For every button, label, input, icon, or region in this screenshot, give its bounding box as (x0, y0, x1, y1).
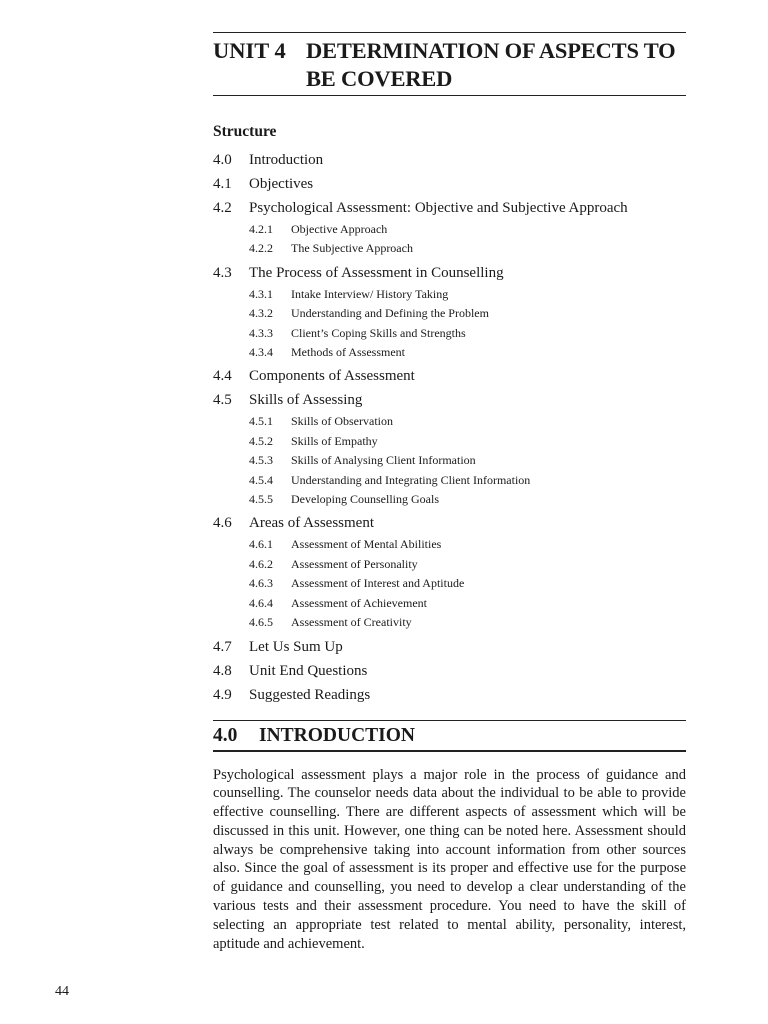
toc-sub-item-number: 4.3.2 (249, 306, 273, 321)
toc-sub-list (213, 535, 686, 632)
toc-sub-item (213, 574, 686, 593)
toc-sub-item-label: Methods of Assessment (291, 345, 405, 360)
toc-sub-item (213, 239, 686, 258)
toc-sub-item-label: Skills of Empathy (291, 433, 378, 448)
toc-sub-list (213, 285, 686, 363)
toc-sub-item-number: 4.3.4 (249, 345, 273, 360)
toc-sub-item-label: Assessment of Achievement (291, 595, 427, 610)
unit-header (213, 33, 686, 95)
toc-sub-item (213, 285, 686, 304)
toc-sub-item-number: 4.6.2 (249, 556, 273, 571)
toc-sub-item-label: Assessment of Interest and Aptitude (291, 576, 465, 591)
introduction-paragraph: Psychological assessment plays a major role in the process of guidance and counselling. The counselor needs data about the individual to be able to provide effective counselling. There are different aspects of assessment which will be discussed in this unit. However, one thing can be noted here. Assessment should always be comprehensive taking into account information from other sources also. Since the goal of assessment is its proper and effective use for the purpose of guidance and counselling, you need to develop a clear understanding of the various tests and their assessment procedure. You need to have the skill of selecting an appropriate test related to mental ability, personality, interest, aptitude and achievement. (213, 766, 686, 952)
toc-sub-item-number: 4.2.1 (249, 222, 273, 236)
structure-heading: Structure (213, 123, 277, 140)
toc-sub-item (213, 220, 686, 239)
toc-item-number: 4.6 (213, 515, 232, 532)
toc-item-number: 4.0 (213, 152, 232, 168)
toc-item-number: 4.5 (213, 392, 232, 409)
toc-item-label: Unit End Questions (249, 662, 368, 679)
toc-sub-item-number: 4.6.5 (249, 615, 273, 630)
toc-sub-item-number: 4.5.4 (249, 472, 273, 487)
introduction-section (213, 720, 686, 954)
toc-item (213, 683, 686, 707)
table-of-contents (213, 148, 686, 707)
toc-item-label: Skills of Assessing (249, 392, 363, 409)
toc-sub-item (213, 432, 686, 451)
toc-sub-item (213, 471, 686, 490)
unit-label: UNIT 4 (213, 38, 286, 63)
toc-sub-item (213, 613, 686, 632)
toc-sub-item-label: Developing Counselling Goals (291, 492, 439, 507)
toc-item-label: Components of Assessment (249, 368, 415, 385)
toc-sub-item-label: Assessment of Mental Abilities (291, 537, 442, 552)
toc-item-number: 4.3 (213, 264, 232, 281)
toc-item-number: 4.8 (213, 662, 232, 679)
toc-item (213, 635, 686, 659)
toc-sub-item-label: Skills of Analysing Client Information (291, 453, 476, 468)
toc-item-label: The Process of Assessment in Counselling (249, 264, 504, 281)
page-content (213, 32, 686, 953)
header-bottom-rule (213, 95, 686, 96)
toc-sub-item (213, 594, 686, 613)
toc-item (213, 511, 686, 535)
toc-item-label: Let Us Sum Up (249, 638, 343, 655)
toc-sub-item-label: Skills of Observation (291, 414, 393, 429)
page-number: 44 (55, 984, 69, 999)
toc-sub-list (213, 412, 686, 509)
toc-sub-item-label: Intake Interview/ History Taking (291, 286, 449, 301)
toc-sub-item-number: 4.3.1 (249, 286, 273, 301)
toc-sub-item-number: 4.6.1 (249, 537, 273, 552)
toc-sub-item-number: 4.2.2 (249, 241, 273, 256)
toc-item (213, 261, 686, 285)
toc-sub-item (213, 324, 686, 343)
toc-item-label: Psychological Assessment: Objective and Subjective Approach (249, 200, 628, 216)
toc-sub-item-number: 4.5.2 (249, 433, 273, 448)
toc-item (213, 196, 686, 220)
toc-sub-item-number: 4.6.3 (249, 576, 273, 591)
toc-item (213, 388, 686, 412)
toc-sub-item (213, 535, 686, 554)
toc-item (213, 172, 686, 196)
toc-sub-item (213, 451, 686, 470)
toc-item-label: Suggested Readings (249, 686, 371, 703)
toc-sub-item-number: 4.5.3 (249, 453, 273, 468)
toc-item-number: 4.2 (213, 200, 232, 216)
toc-item-label: Areas of Assessment (249, 515, 374, 532)
section-number: 4.0 (213, 724, 238, 746)
toc-sub-item-label: Understanding and Integrating Client Information (291, 472, 531, 487)
toc-sub-item (213, 555, 686, 574)
toc-sub-item-label: Assessment of Personality (291, 556, 418, 571)
toc-sub-item (213, 343, 686, 362)
toc-sub-item (213, 304, 686, 323)
toc-sub-item-label: The Subjective Approach (291, 241, 413, 256)
toc-sub-item (213, 412, 686, 431)
toc-item-label: Introduction (249, 152, 324, 168)
toc-sub-item-label: Understanding and Defining the Problem (291, 306, 489, 321)
section-title: INTRODUCTION (259, 724, 416, 746)
toc-item-number: 4.1 (213, 176, 232, 192)
unit-title: DETERMINATION OF ASPECTS TO BE COVERED (306, 38, 676, 91)
toc-item-number: 4.4 (213, 368, 232, 385)
toc-sub-item-label: Client’s Coping Skills and Strengths (291, 325, 466, 340)
toc-item-label: Objectives (249, 176, 314, 192)
toc-sub-item-number: 4.6.4 (249, 595, 273, 610)
toc-item-number: 4.9 (213, 686, 232, 703)
toc-sub-item-label: Objective Approach (291, 222, 388, 236)
toc-item (213, 659, 686, 683)
toc-sub-item-label: Assessment of Creativity (291, 615, 412, 630)
toc-sub-item-number: 4.3.3 (249, 325, 273, 340)
toc-item (213, 364, 686, 388)
toc-sub-item-number: 4.5.1 (249, 414, 273, 429)
toc-sub-item (213, 490, 686, 509)
toc-item (213, 148, 686, 172)
toc-sub-item-number: 4.5.5 (249, 492, 273, 507)
section-heading (213, 721, 686, 752)
toc-sub-list (213, 220, 686, 259)
toc-item-number: 4.7 (213, 638, 232, 655)
